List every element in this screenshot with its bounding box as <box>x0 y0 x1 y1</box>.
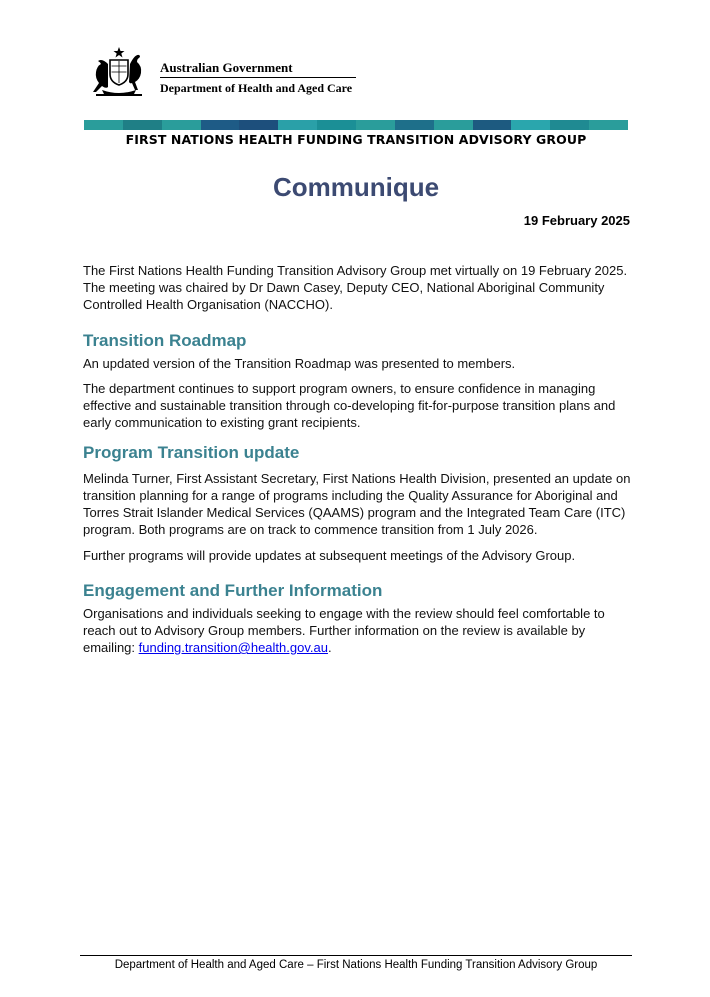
email-link[interactable]: funding.transition@health.gov.au <box>138 640 328 655</box>
section-heading-roadmap: Transition Roadmap <box>83 331 247 350</box>
stripe-segment <box>278 120 317 130</box>
engagement-paragraph <box>83 605 635 656</box>
program-paragraph-2: Further programs will provide updates at subsequent meetings of the Advisory Group. <box>83 548 576 563</box>
stripe-segment <box>589 120 628 130</box>
stripe-segment <box>434 120 473 130</box>
engagement-text: Organisations and individuals seeking to engage with the review should feel comfortable to reach out to Advisory Group members. Further information on the review is available by emailing: <box>83 606 605 655</box>
page-footer: Department of Health and Aged Care – First Nations Health Funding Transition Advisory Group <box>114 959 598 971</box>
footer-divider <box>80 955 632 956</box>
group-title: FIRST NATIONS HEALTH FUNDING TRANSITION ADVISORY GROUP <box>125 132 587 147</box>
stripe-segment <box>356 120 395 130</box>
stripe-segment <box>123 120 162 130</box>
government-logo <box>84 46 364 100</box>
stripe-segment <box>550 120 589 130</box>
header-color-stripe <box>84 120 628 130</box>
section-heading-program: Program Transition update <box>83 443 300 462</box>
stripe-segment <box>239 120 278 130</box>
stripe-segment <box>395 120 434 130</box>
section-heading-engagement: Engagement and Further Information <box>83 581 383 600</box>
intro-paragraph: The First Nations Health Funding Transition Advisory Group met virtually on 19 February 2025. The meeting was chaired by Dr Dawn Casey, Deputy CEO, National Aboriginal Community Controlled Health Organisation (NACCHO). <box>83 263 628 312</box>
roadmap-paragraph-1: An updated version of the Transition Roadmap was presented to members. <box>83 356 516 371</box>
document-title: Communique <box>272 172 440 202</box>
stripe-segment <box>473 120 512 130</box>
logo-divider <box>160 77 356 78</box>
coat-of-arms-icon <box>84 46 154 100</box>
roadmap-paragraph-2: The department continues to support program owners, to ensure confidence in managing effective and sustainable transition through co-developing fit-for-purpose transition plans and early communication to existing grant recipients. <box>83 381 616 430</box>
stripe-segment <box>317 120 356 130</box>
stripe-segment <box>201 120 240 130</box>
program-paragraph-1: Melinda Turner, First Assistant Secretary, First Nations Health Division, presented an update on transition planning for a range of programs including the Quality Assurance for Aboriginal and Torres Strait Islander Medical Services (QAAMS) program and the Integrated Team Care (ITC) program. Both programs are on track to commence transition from 1 July 2026. <box>83 471 631 537</box>
engagement-text-end: . <box>327 640 332 655</box>
government-name: Australian Government <box>160 60 293 75</box>
stripe-segment <box>84 120 123 130</box>
stripe-segment <box>162 120 201 130</box>
stripe-segment <box>511 120 550 130</box>
document-date: 19 February 2025 <box>523 213 630 228</box>
department-name: Department of Health and Aged Care <box>160 81 353 95</box>
